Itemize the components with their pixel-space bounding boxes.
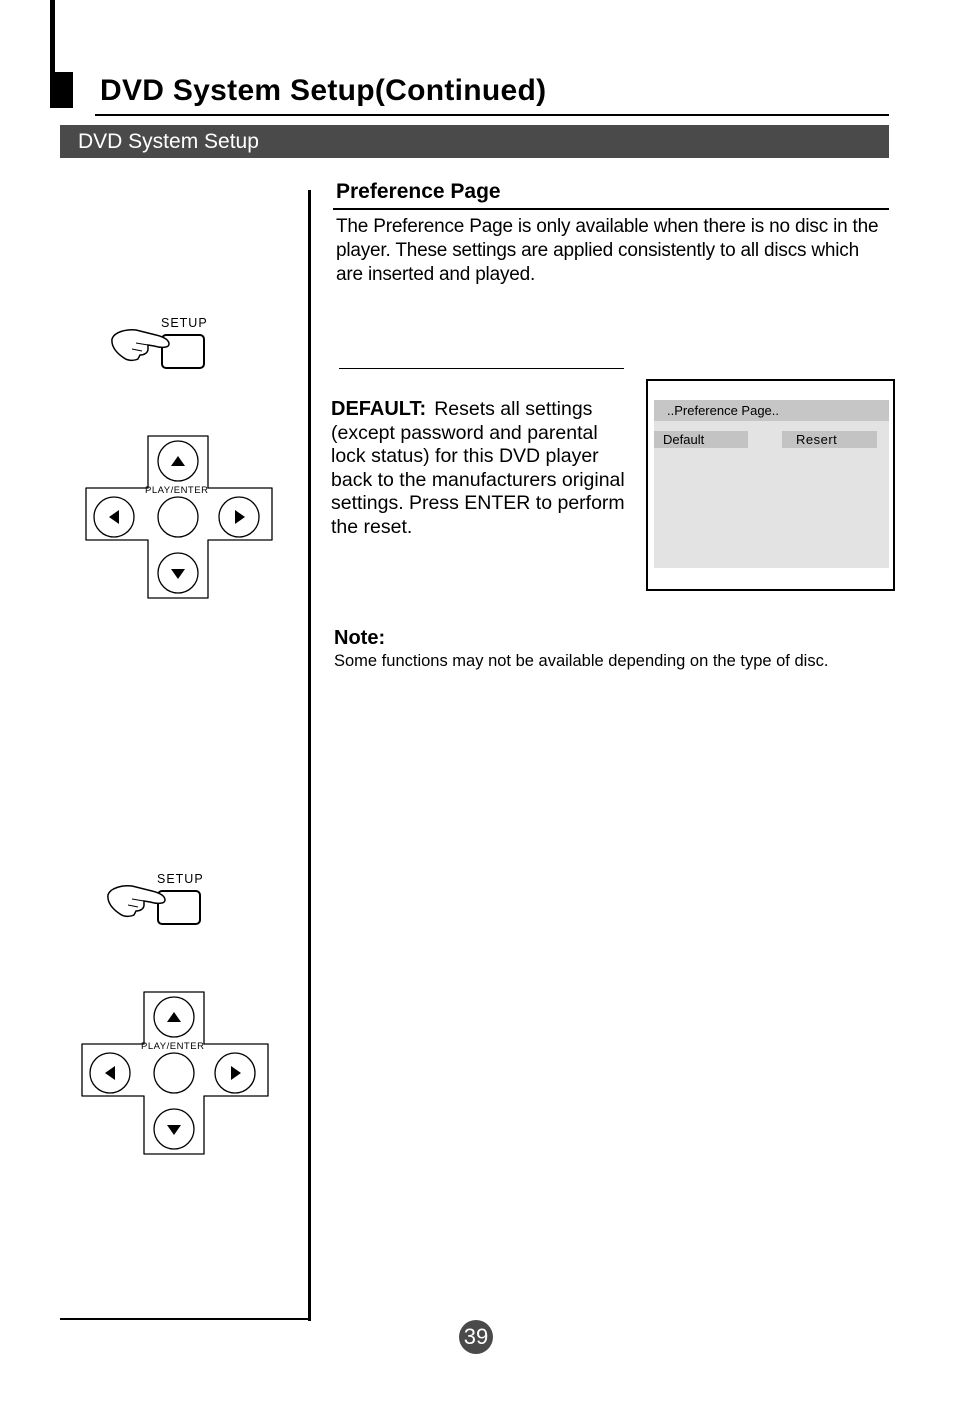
preference-heading-underline [333, 208, 889, 210]
hand-pointer-icon [106, 313, 216, 373]
column-divider [308, 190, 311, 1321]
dpad-illustration-1 [86, 436, 272, 598]
setup-remote-illustration-2 [102, 869, 212, 929]
default-label: DEFAULT: [331, 398, 427, 420]
note-text: Some functions may not be available depending on the type of disc. [334, 652, 829, 670]
osd-item-reset-label: Resert [796, 432, 838, 447]
setup-button-icon [162, 335, 204, 368]
setup-button-icon [158, 891, 200, 924]
hand-pointer-icon [102, 869, 212, 929]
setup-remote-illustration-1 [106, 313, 216, 373]
osd-item-reset[interactable] [782, 431, 877, 448]
default-description-text: Resets all settings (except password and parental lock status) for this DVD player back to the manufacturers original settings. Press ENTER to perform the reset. [331, 398, 625, 538]
title-underline [95, 114, 889, 116]
preference-page-heading: Preference Page [336, 180, 501, 203]
page-number-badge: 39 [459, 1320, 493, 1354]
section-band [60, 125, 889, 158]
enter-button [158, 497, 198, 537]
enter-label: PLAY/ENTER [145, 485, 209, 496]
dpad-icon [86, 436, 272, 598]
preference-intro-text: The Preference Page is only available when there is no disc in the player. These settings are applied consistently to all discs which are inserted and played. [336, 216, 879, 285]
osd-menu-screen [646, 379, 895, 591]
osd-menu-header [654, 400, 889, 421]
corner-bar-block [50, 72, 73, 108]
default-description [331, 398, 631, 539]
section-band-label: DVD System Setup [78, 130, 259, 153]
dpad-icon [82, 992, 268, 1154]
osd-menu-header-label: ..Preference Page.. [667, 403, 780, 418]
osd-menu-panel [654, 400, 889, 568]
osd-item-default-label: Default [663, 432, 705, 447]
page-title: DVD System Setup(Continued) [100, 74, 547, 107]
note-heading: Note: [334, 627, 386, 649]
setup-label: SETUP [161, 316, 208, 330]
enter-label: PLAY/ENTER [141, 1041, 205, 1052]
dpad-illustration-2 [82, 992, 268, 1154]
enter-button [154, 1053, 194, 1093]
thin-divider [339, 368, 624, 369]
bottom-rule [60, 1318, 311, 1320]
setup-label: SETUP [157, 872, 204, 886]
osd-item-default[interactable] [654, 431, 748, 448]
